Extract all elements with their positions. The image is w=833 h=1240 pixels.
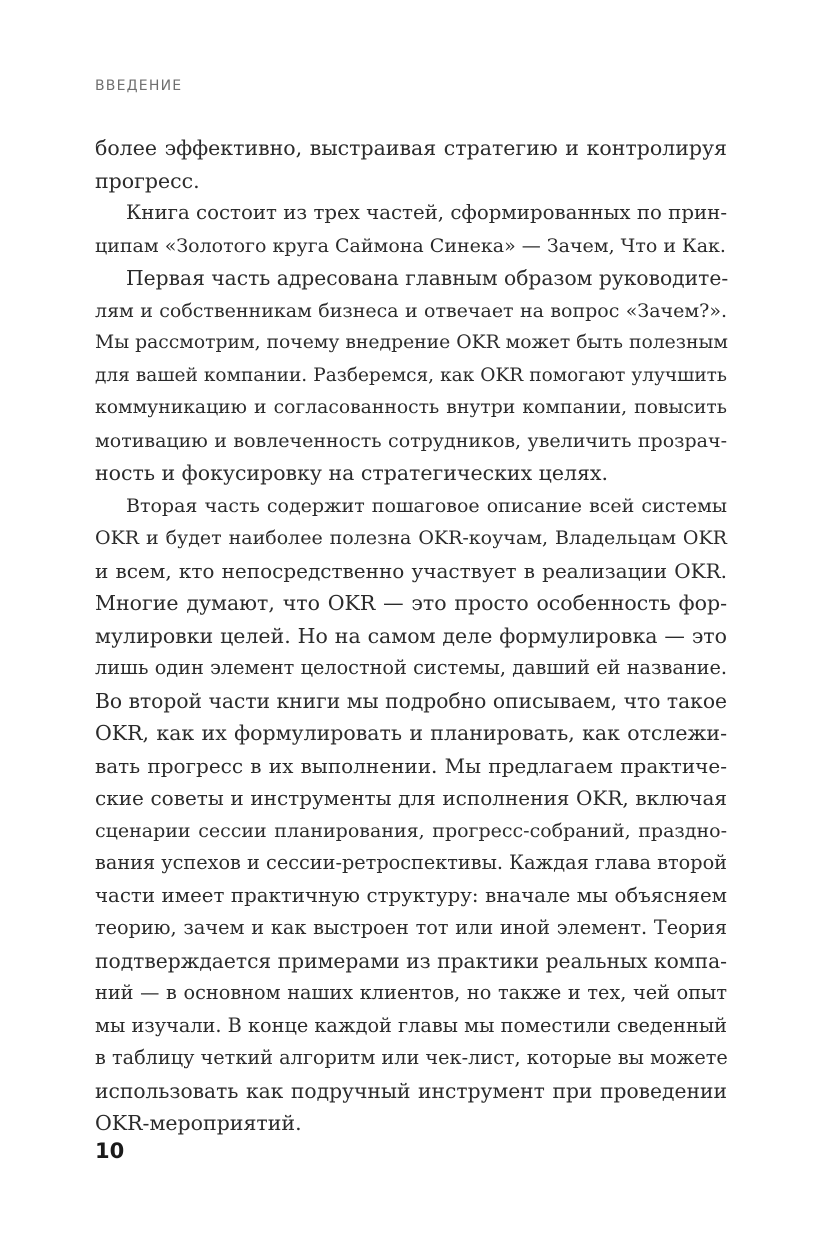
text-line: ность и фокусировку на стратегических целях. (95, 461, 609, 485)
text-line: мотивацию и вовлеченность сотрудников, увеличить прозрач- (95, 429, 727, 452)
text-line: OKR-мероприятий. (95, 1111, 302, 1135)
text-line: Многие думают, что OKR — это просто особенность фор- (95, 591, 727, 615)
text-line: для вашей компании. Разберемся, как OKR помогают улучшить (95, 364, 727, 386)
running-head: ВВЕДЕНИЕ (95, 78, 183, 94)
text-line: подтверждается примерами из практики реальных компа- (95, 948, 727, 973)
text-line: Мы рассмотрим, почему внедрение OKR может быть полезным (95, 332, 728, 353)
paragraph (95, 490, 727, 1140)
text-line: лишь один элемент целостной системы, давший ей название. (95, 656, 727, 679)
text-line: в таблицу четкий алгоритм или чек-лист, которые вы можете (95, 1046, 728, 1069)
text-line: ципам «Золотого круга Саймона Синека» — Зачем, Что и Как. (95, 234, 726, 257)
body-text (95, 132, 727, 1140)
text-line: вать прогресс в их выполнении. Мы предлагаем практиче- (95, 753, 727, 778)
text-line: более эффективно, выстраивая стратегию и контролируя (95, 136, 727, 160)
text-line: использовать как подручный инструмент при проведении (95, 1078, 727, 1103)
text-line: лям и собственникам бизнеса и отвечает на вопрос «Зачем?». (95, 299, 727, 322)
text-line: OKR и будет наиболее полезна OKR-коучам, Владельцам OKR (95, 527, 727, 549)
text-line: Книга состоит из трех частей, сформированных по прин- (126, 201, 727, 224)
text-line: вания успехов и сессии-ретроспективы. Каждая глава второй (95, 851, 727, 874)
text-line: и всем, кто непосредственно участвует в реализации OKR. (95, 558, 727, 583)
text-line: мы изучали. В конце каждой главы мы поместили сведенный (95, 1013, 727, 1037)
paragraph (95, 197, 727, 262)
text-line: Вторая часть содержит пошаговое описание всей системы (126, 494, 727, 517)
page-number: 10 (95, 1139, 125, 1163)
text-line: прогресс. (95, 168, 200, 193)
text-line: мулировки целей. Но на самом деле формулировка — это (95, 623, 727, 648)
text-line: коммуникацию и согласованность внутри компании, повысить (95, 397, 727, 418)
text-line: ний — в основном наших клиентов, но также и тех, чей опыт (95, 981, 727, 1004)
text-line: OKR, как их формулировать и планировать, как отслежи- (95, 721, 727, 745)
text-line: ские советы и инструменты для исполнения OKR, включая (95, 786, 727, 810)
text-line: Первая часть адресована главным образом руководите- (126, 266, 729, 290)
paragraph (95, 262, 727, 490)
text-line: теорию, зачем и как выстроен тот или иной элемент. Теория (95, 916, 727, 939)
text-line: сценарии сессии планирования, прогресс-собраний, праздно- (95, 819, 727, 842)
text-line: части имеет практичную структуру: вначале мы объясняем (95, 883, 727, 907)
paragraph (95, 132, 727, 197)
text-line: Во второй части книги мы подробно описываем, что такое (95, 688, 727, 713)
